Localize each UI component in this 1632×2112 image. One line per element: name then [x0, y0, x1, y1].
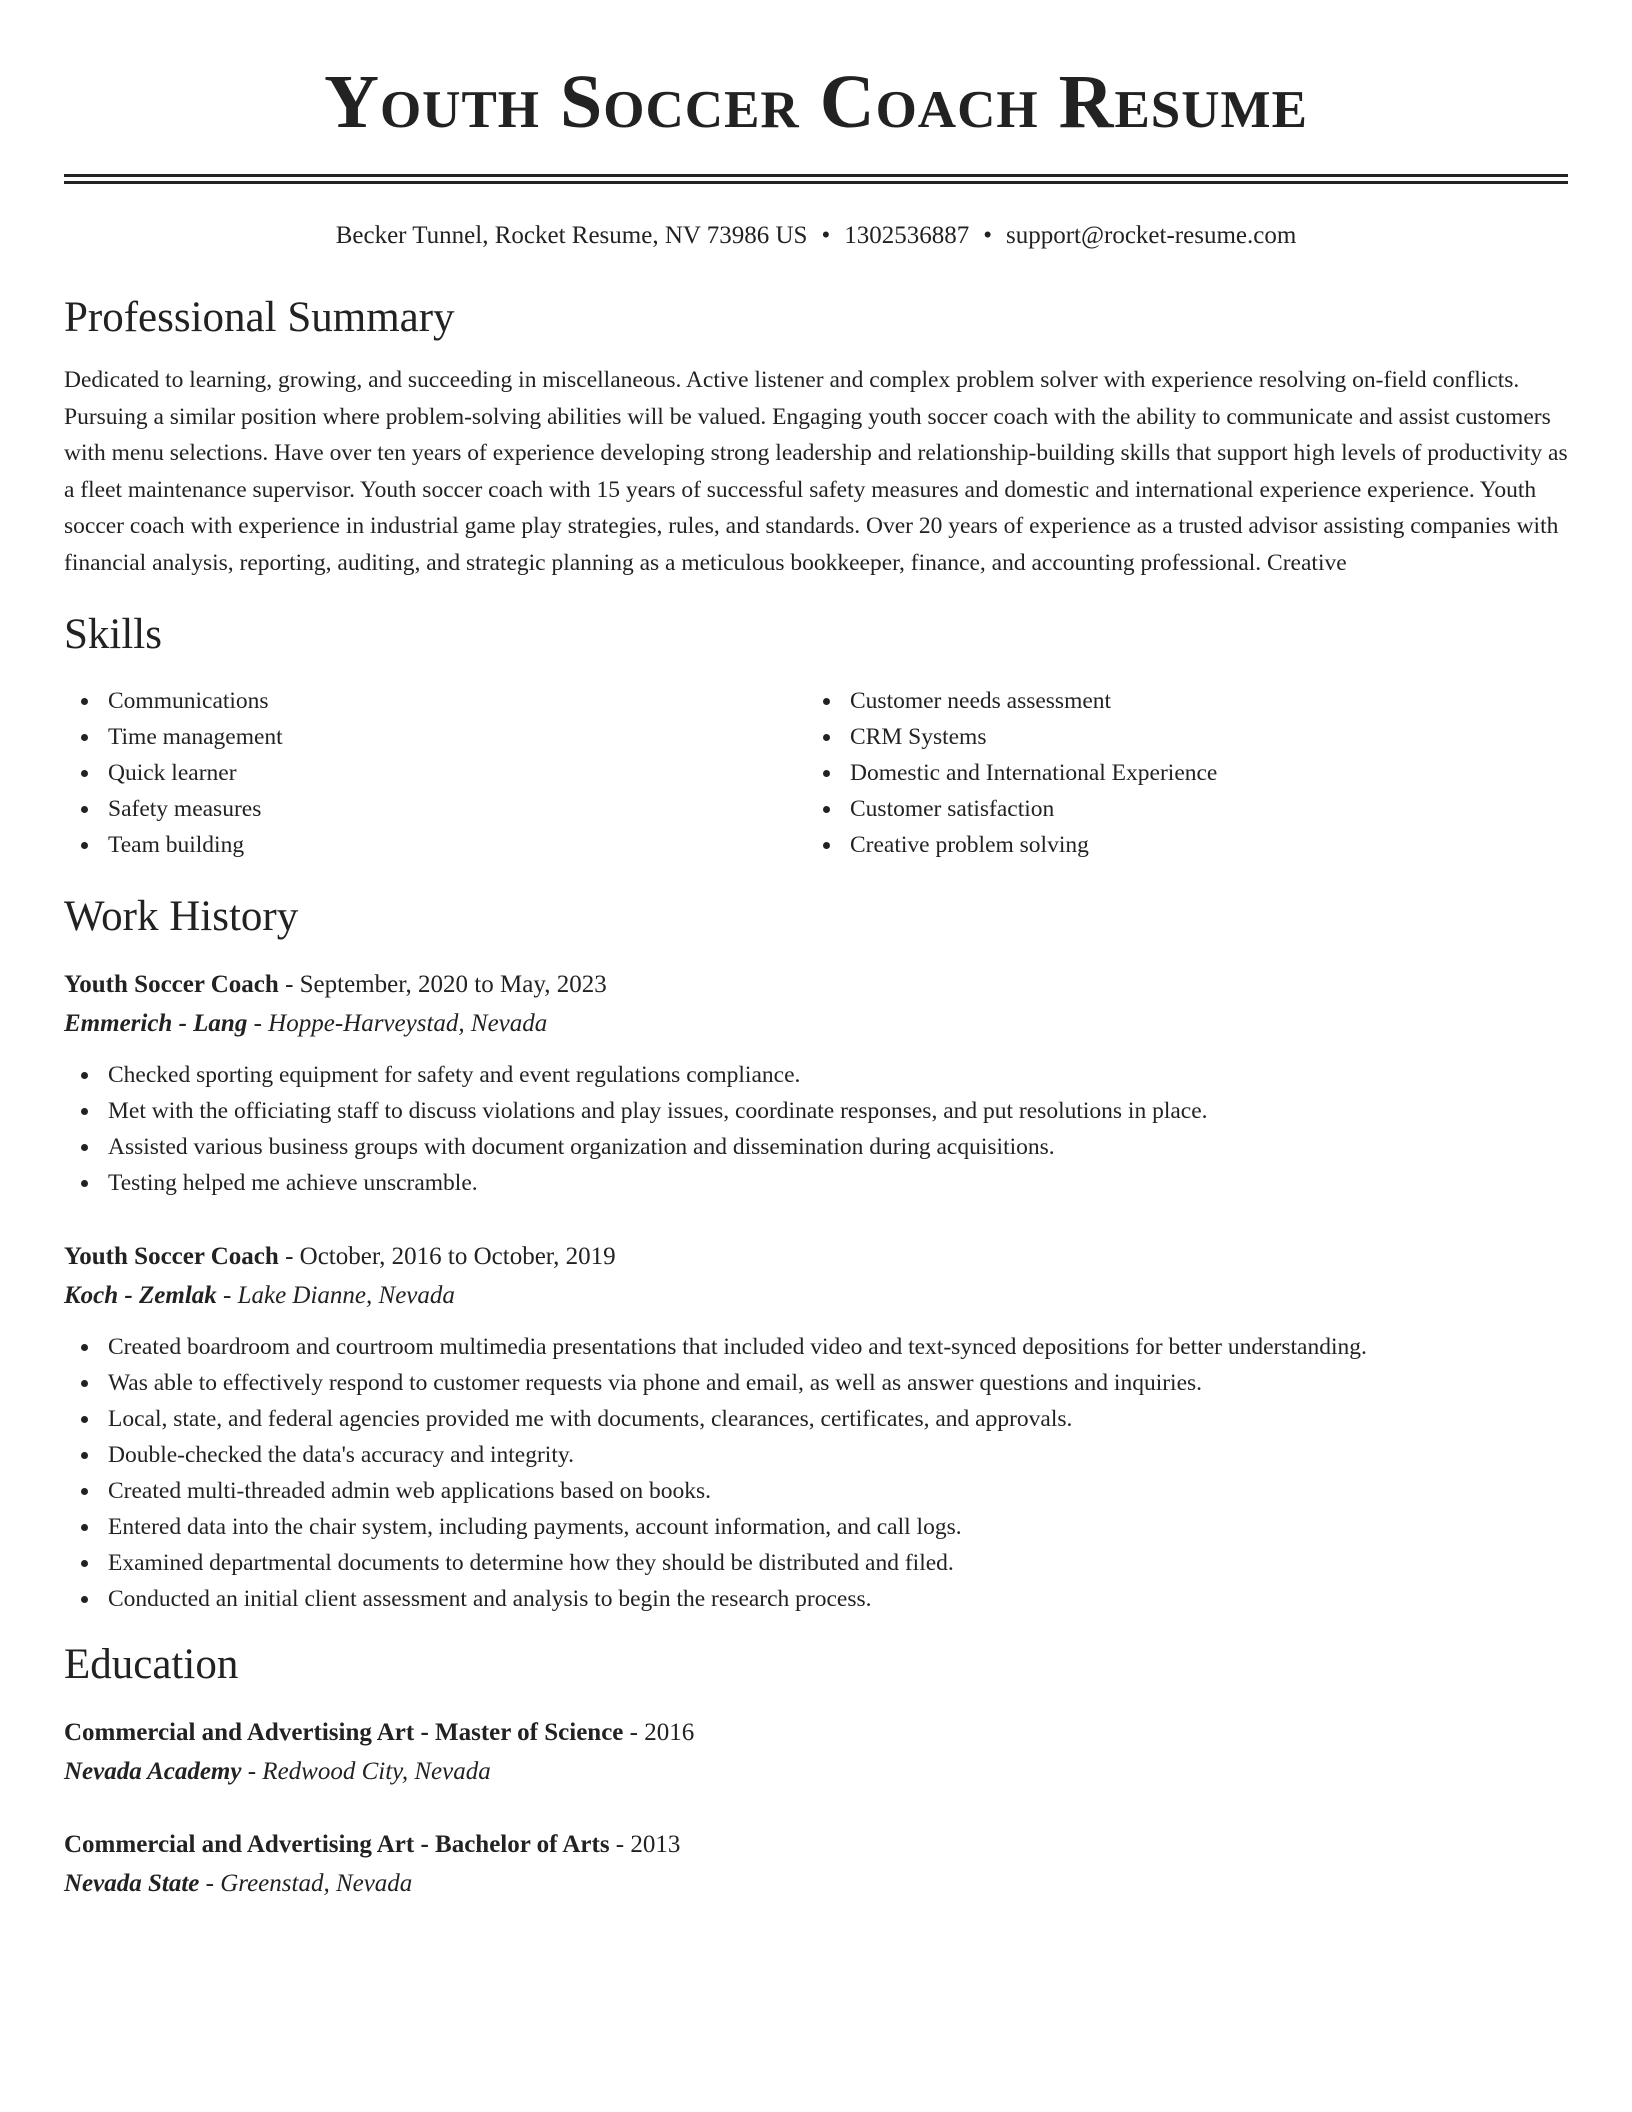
skill-item: Domestic and International Experience — [806, 755, 1548, 791]
skills-heading: Skills — [64, 611, 162, 658]
degree: Commercial and Advertising Art - Master of Science — [64, 1719, 624, 1746]
degree-line — [64, 1825, 1568, 1865]
duty-item: Assisted various business groups with document organization and dissemination during acquisitions. — [64, 1129, 1568, 1165]
school: Nevada Academy — [64, 1758, 242, 1785]
duty-item: Met with the officiating staff to discuss violations and play issues, coordinate responses, and put resolutions in place. — [64, 1093, 1568, 1129]
job-duties — [64, 1057, 1568, 1201]
title-divider — [64, 174, 1568, 184]
duty-item: Examined departmental documents to determine how they should be distributed and filed. — [64, 1545, 1568, 1581]
summary-heading: Professional Summary — [64, 294, 455, 341]
contact-address: Becker Tunnel, Rocket Resume, NV 73986 US — [335, 222, 808, 249]
job-company: Koch - Zemlak — [64, 1282, 217, 1309]
school-line — [64, 1865, 1568, 1903]
graduation-year: - 2013 — [615, 1831, 681, 1858]
contact-phone: 1302536887 — [844, 222, 970, 249]
duty-item: Conducted an initial client assessment and analysis to begin the research process. — [64, 1581, 1568, 1617]
summary-text: Dedicated to learning, growing, and succeeding in miscellaneous. Active listener and complex problem solver with experience resolving on-field conflicts. Pursuing a similar position where problem-solving abilities will be valued. Engaging youth soccer coach with the ability to communicate and assist customers with menu selections. Have over ten years of experience developing strong leadership and relationship-building skills that support high levels of productivity as a fleet maintenance supervisor. Youth soccer coach with 15 years of successful safety measures and domestic and international experience experience. Youth soccer coach with experience in industrial game play strategies, rules, and standards. Over 20 years of experience as a trusted advisor assisting companies with financial analysis, reporting, auditing, and strategic planning as a meticulous bookkeeper, finance, and accounting professional. Creative — [64, 367, 1568, 576]
contact-email: support@rocket-resume.com — [1005, 222, 1297, 249]
skill-item: Time management — [64, 719, 806, 755]
education-heading: Education — [64, 1641, 239, 1688]
skills-column-right — [806, 683, 1548, 863]
skill-item: Safety measures — [64, 791, 806, 827]
contact-line — [64, 220, 1568, 252]
skill-item: CRM Systems — [806, 719, 1548, 755]
contact-separator: • — [983, 222, 992, 249]
education-entry — [64, 1713, 1568, 1791]
job-location: - Lake Dianne, Nevada — [223, 1282, 455, 1309]
school-location: - Greenstad, Nevada — [205, 1870, 413, 1897]
skill-item: Communications — [64, 683, 806, 719]
job-dates: - September, 2020 to May, 2023 — [285, 971, 607, 998]
job-title: Youth Soccer Coach — [64, 1243, 279, 1270]
school-line — [64, 1753, 1568, 1791]
education-entry — [64, 1825, 1568, 1903]
duty-item: Checked sporting equipment for safety and event regulations compliance. — [64, 1057, 1568, 1093]
school-location: - Redwood City, Nevada — [247, 1758, 491, 1785]
skills-column-left — [64, 683, 806, 863]
graduation-year: - 2016 — [629, 1719, 695, 1746]
duty-item: Entered data into the chair system, including payments, account information, and call logs. — [64, 1509, 1568, 1545]
job-company-line — [64, 1005, 1568, 1043]
job-title-line — [64, 1237, 1568, 1277]
degree-line — [64, 1713, 1568, 1753]
skill-item: Customer satisfaction — [806, 791, 1548, 827]
duty-item: Testing helped me achieve unscramble. — [64, 1165, 1568, 1201]
skills-list — [64, 683, 1568, 863]
duty-item: Created multi-threaded admin web applications based on books. — [64, 1473, 1568, 1509]
job-title-line — [64, 965, 1568, 1005]
degree: Commercial and Advertising Art - Bachelor of Arts — [64, 1831, 610, 1858]
duty-item: Local, state, and federal agencies provided me with documents, clearances, certificates, and approvals. — [64, 1401, 1568, 1437]
job-duties — [64, 1329, 1568, 1617]
resume-title: Youth Soccer Coach Resume — [324, 60, 1308, 144]
job-company: Emmerich - Lang — [64, 1010, 248, 1037]
skill-item: Customer needs assessment — [806, 683, 1548, 719]
job-entry — [64, 1237, 1568, 1617]
skill-item: Team building — [64, 827, 806, 863]
skill-item: Quick learner — [64, 755, 806, 791]
contact-separator: • — [821, 222, 831, 249]
job-company-line — [64, 1277, 1568, 1315]
job-title: Youth Soccer Coach — [64, 971, 279, 998]
duty-item: Was able to effectively respond to customer requests via phone and email, as well as answer questions and inquiries. — [64, 1365, 1568, 1401]
school: Nevada State — [64, 1870, 200, 1897]
job-dates: - October, 2016 to October, 2019 — [285, 1243, 616, 1270]
work-history-heading: Work History — [64, 893, 299, 940]
duty-item: Created boardroom and courtroom multimedia presentations that included video and text-synced depositions for better understanding. — [64, 1329, 1568, 1365]
duty-item: Double-checked the data's accuracy and integrity. — [64, 1437, 1568, 1473]
job-entry — [64, 965, 1568, 1201]
job-location: - Hoppe-Harveystad, Nevada — [253, 1010, 548, 1037]
skill-item: Creative problem solving — [806, 827, 1548, 863]
